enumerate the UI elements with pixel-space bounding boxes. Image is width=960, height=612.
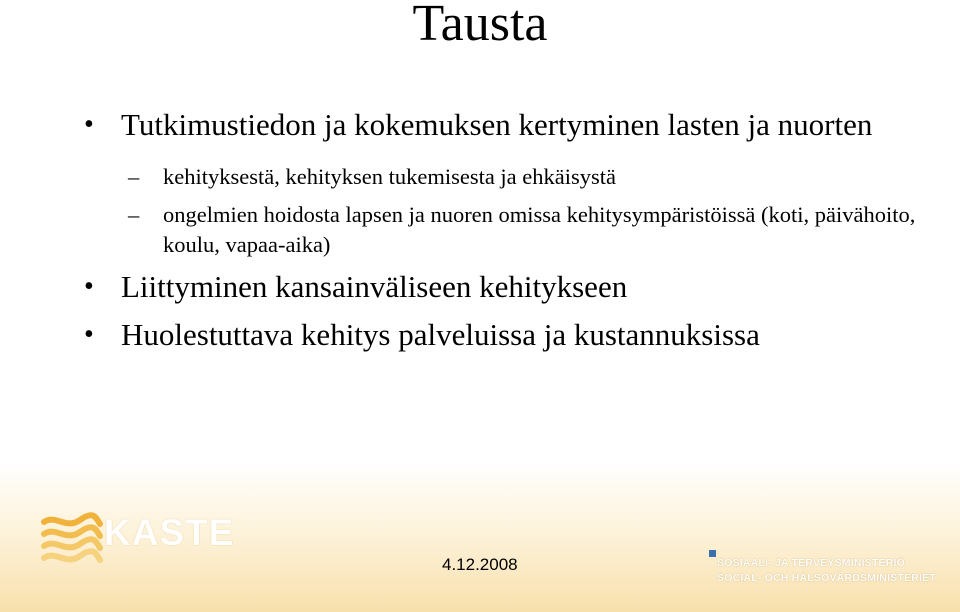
bullet-item (0, 270, 921, 304)
slide-date: 4.12.2008 (442, 555, 518, 574)
ministry-name-fi: SOSIAALI- JA TERVEYSMINISTERIÖ (717, 557, 906, 569)
bullet-text: Huolestuttava kehitys palveluissa ja kustannuksissa (121, 317, 760, 352)
bullet-text: Liittyminen kansainväliseen kehitykseen (121, 269, 628, 304)
bullet-icon: • (84, 271, 94, 302)
bullet-item (0, 318, 921, 352)
sub-bullet-text: kehityksestä, kehityksen tukemisesta ja ehkäisystä (163, 164, 617, 189)
sub-bullet-item (0, 162, 923, 192)
ministry-name-sv: SOCIAL- OCH HÄLSOVÅRDSMINISTERIET (717, 572, 936, 584)
bullet-icon: • (84, 109, 94, 140)
ministry-square-icon (709, 550, 716, 557)
bullet-text: Tutkimustiedon ja kokemuksen kertyminen lasten ja nuorten (121, 107, 873, 142)
dash-icon: – (128, 202, 140, 227)
bullet-icon: • (84, 319, 94, 350)
sub-bullet-text: ongelmien hoidosta lapsen ja nuoren omissa kehitysympäristöissä (koti, päivähoito, koulu, vapaa-aika) (163, 202, 916, 257)
dash-icon: – (128, 164, 140, 189)
kaste-logo-text: KASTE (104, 512, 235, 553)
slide-title: Tausta (412, 0, 548, 52)
bullet-item (0, 108, 921, 142)
sub-bullet-item (0, 200, 923, 260)
bullet-list (0, 108, 960, 352)
